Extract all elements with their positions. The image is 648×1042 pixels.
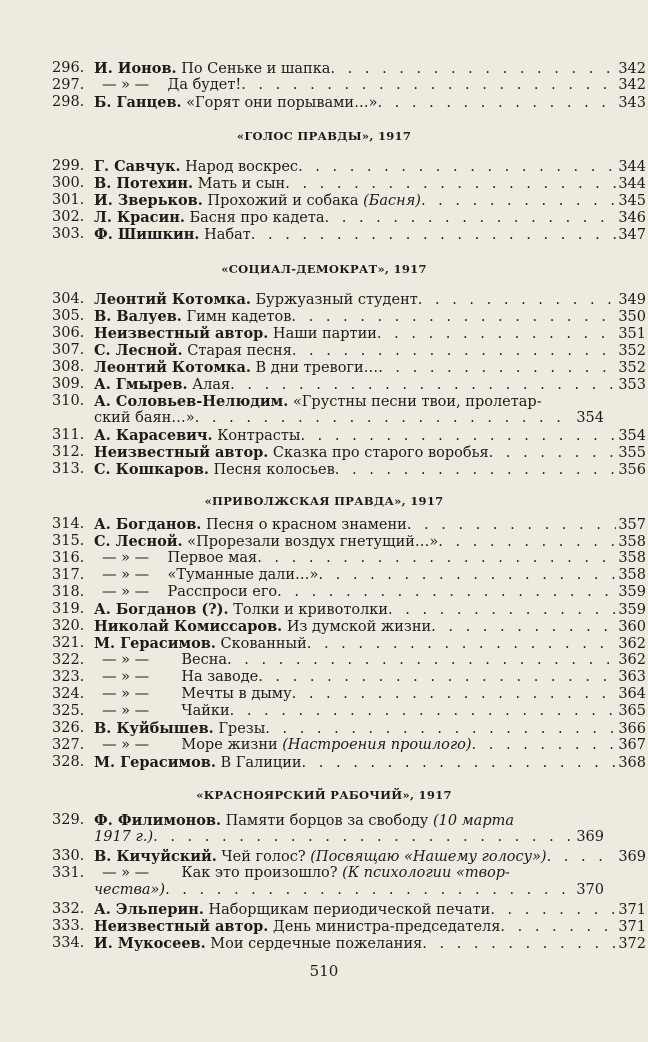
- toc-entry: [52, 325, 646, 342]
- entry-number: 333.: [52, 918, 85, 934]
- leader-dots: [388, 602, 616, 618]
- toc-entry-continuation: [94, 829, 604, 846]
- entry-number: 325.: [52, 703, 85, 719]
- entry-title: Прохожий и собака: [207, 193, 359, 209]
- toc-entry: [52, 669, 646, 686]
- entry-title: Наши партии: [272, 326, 377, 342]
- entry-page: 369: [576, 829, 604, 845]
- leader-dots: [302, 755, 617, 771]
- entry-author: Б. Ганцев.: [94, 94, 182, 111]
- entry-page: 363: [618, 669, 646, 685]
- toc-entry: [52, 427, 646, 444]
- entry-author: Ф. Шишкин.: [94, 226, 200, 243]
- entry-note: (Посвящаю «Нашему голосу»): [310, 849, 547, 865]
- entry-number: 305.: [52, 308, 85, 324]
- entry-title: По Сеньке и шапка: [181, 61, 331, 77]
- toc-entry: [52, 94, 646, 111]
- toc-entry: [52, 720, 646, 737]
- toc-entry: [52, 342, 646, 359]
- toc-entry: [52, 60, 646, 77]
- leader-dots: [307, 636, 617, 652]
- entry-author: Леонтий Котомка.: [94, 291, 251, 308]
- entry-title: «Горят они порывами…»: [186, 95, 378, 111]
- entry-title: Наборщикам периодической печати: [208, 902, 491, 918]
- entry-title: Песня о красном знамени: [205, 517, 407, 533]
- entry-page: 372: [618, 936, 646, 952]
- entry-title: «Туманные дали…»: [167, 567, 319, 583]
- entry-ditto: — » —: [102, 77, 150, 93]
- toc-entry: [52, 686, 646, 703]
- entry-author: В. Валуев.: [94, 308, 182, 325]
- leader-dots: [335, 462, 617, 478]
- toc-entry: [52, 175, 646, 192]
- entry-page: 353: [618, 377, 646, 393]
- toc-entry: [52, 291, 646, 308]
- toc-entry: [52, 635, 646, 652]
- entry-title: На заводе: [181, 669, 259, 685]
- toc-entry: [52, 737, 646, 754]
- entry-title: Набат: [204, 227, 251, 243]
- entry-page: 346: [618, 210, 646, 226]
- entry-page: 358: [618, 550, 646, 566]
- entry-author: И. Зверьков.: [94, 192, 203, 209]
- toc-entry: [52, 393, 604, 410]
- toc-entry: [52, 703, 646, 720]
- entry-page: 356: [618, 462, 646, 478]
- entry-title: В дни тревоги…: [255, 360, 379, 376]
- entry-page: 350: [618, 309, 646, 325]
- entry-number: 326.: [52, 720, 85, 736]
- entry-number: 315.: [52, 533, 85, 549]
- section-heading: «СОЦИАЛ-ДЕМОКРАТ», 1917: [221, 262, 427, 276]
- entry-author: А. Богданов (?).: [94, 601, 229, 618]
- entry-author: Неизвестный автор.: [94, 444, 269, 461]
- entry-title: Контрасты: [217, 428, 301, 444]
- entry-title: Как это произошло?: [181, 865, 338, 881]
- entry-title: Мечты в дыму: [181, 686, 292, 702]
- entry-page: 366: [618, 721, 646, 737]
- toc-entry: [52, 550, 646, 567]
- leader-dots: [378, 360, 616, 376]
- entry-page: 344: [618, 176, 646, 192]
- entry-title: День министра-председателя: [272, 919, 501, 935]
- leader-dots: [230, 377, 616, 393]
- entry-note: (К психологии «твор-: [342, 865, 510, 881]
- entry-ditto: — » —: [102, 584, 150, 600]
- entry-author: М. Герасимов.: [94, 754, 216, 771]
- entry-title: Гимн кадетов: [186, 309, 292, 325]
- entry-title: Первое мая: [167, 550, 258, 566]
- entry-title: «Грустны песни твои, пролетар-: [292, 394, 542, 410]
- entry-page: 362: [618, 652, 646, 668]
- toc-entry: [52, 359, 646, 376]
- entry-page: 342: [618, 61, 646, 77]
- entry-title: Чайки: [181, 703, 230, 719]
- entry-page: 354: [576, 410, 604, 426]
- entry-author: А. Богданов.: [94, 516, 202, 533]
- entry-page: 364: [618, 686, 646, 702]
- entry-author: С. Лесной.: [94, 533, 183, 550]
- entry-title: Памяти борцов за свободу: [225, 813, 429, 829]
- entry-author: А. Карасевич.: [94, 427, 213, 444]
- entry-number: 302.: [52, 209, 85, 225]
- leader-dots: [258, 669, 616, 686]
- entry-author: А. Соловьев-Нелюдим.: [94, 393, 289, 410]
- toc-entry: [52, 77, 646, 94]
- entry-ditto: — » —: [102, 669, 150, 685]
- entry-author: Неизвестный автор.: [94, 325, 269, 342]
- entry-number: 296.: [52, 60, 85, 76]
- entry-title: Мои сердечные пожелания: [210, 936, 423, 952]
- entry-page: 362: [618, 636, 646, 652]
- entry-page: 357: [618, 517, 646, 533]
- leader-dots: [251, 227, 617, 243]
- entry-title: Расспроси его: [167, 584, 278, 600]
- entry-author: И. Ионов.: [94, 60, 177, 77]
- entry-page: 360: [618, 619, 646, 635]
- leader-dots: [285, 176, 616, 192]
- entry-page: 347: [618, 227, 646, 243]
- entry-page: 351: [618, 326, 646, 342]
- leader-dots: [422, 936, 616, 952]
- entry-title: Море жизни: [181, 737, 278, 753]
- entry-number: 318.: [52, 584, 85, 600]
- leader-dots: [257, 550, 616, 567]
- entry-number: 316.: [52, 550, 85, 566]
- toc-entry: [52, 192, 646, 209]
- entry-number: 299.: [52, 158, 85, 174]
- entry-page: 352: [618, 343, 646, 359]
- toc-entry: [52, 935, 646, 952]
- toc-entry: [52, 848, 646, 865]
- leader-dots: [500, 919, 616, 935]
- entry-title: Да будет!: [167, 77, 242, 93]
- leader-dots: [195, 410, 575, 427]
- leader-dots: [489, 445, 617, 461]
- entry-page: 359: [618, 602, 646, 618]
- toc-entry: [52, 158, 646, 175]
- entry-number: 297.: [52, 77, 85, 93]
- leader-dots: [291, 309, 616, 325]
- entry-page: 371: [618, 919, 646, 935]
- toc-entry: [52, 533, 646, 550]
- toc-entry: [52, 567, 646, 584]
- toc-entry: [52, 652, 646, 669]
- toc-entry: [52, 209, 646, 226]
- entry-page: 359: [618, 584, 646, 600]
- entry-number: 328.: [52, 754, 85, 770]
- entry-ditto: — » —: [102, 865, 150, 881]
- entry-author: В. Куйбышев.: [94, 720, 214, 737]
- entry-ditto: — » —: [102, 550, 150, 566]
- leader-dots: [330, 61, 616, 77]
- leader-dots: [265, 721, 616, 737]
- entry-page: 368: [618, 755, 646, 771]
- leader-dots: [421, 193, 616, 209]
- toc-entry: [52, 376, 646, 393]
- leader-dots: [165, 882, 574, 899]
- leader-dots: [547, 849, 617, 865]
- entry-page: 352: [618, 360, 646, 376]
- entry-note-continued: чества»): [94, 882, 166, 898]
- section-heading: «ГОЛОС ПРАВДЫ», 1917: [236, 129, 412, 143]
- leader-dots: [431, 619, 616, 635]
- section-heading: «КРАСНОЯРСКИЙ РАБОЧИЙ», 1917: [196, 788, 452, 802]
- entry-page: 355: [618, 445, 646, 461]
- leader-dots: [418, 292, 617, 308]
- entry-author: Николай Комиссаров.: [94, 618, 283, 635]
- entry-number: 311.: [52, 427, 85, 443]
- entry-title: Весна: [181, 652, 228, 668]
- entry-author: С. Кошкаров.: [94, 461, 209, 478]
- entry-title: Народ воскрес: [185, 159, 299, 175]
- entry-number: 298.: [52, 94, 85, 110]
- entry-ditto: — » —: [102, 567, 150, 583]
- entry-number: 312.: [52, 444, 85, 460]
- entry-number: 301.: [52, 192, 85, 208]
- entry-number: 322.: [52, 652, 85, 668]
- leader-dots: [490, 902, 616, 918]
- entry-number: 309.: [52, 376, 85, 392]
- entry-page: 365: [618, 703, 646, 719]
- toc-entry: [52, 516, 646, 533]
- page-number: 510: [309, 962, 339, 980]
- toc-entry: [52, 812, 604, 829]
- toc-entry-continuation: [94, 882, 604, 899]
- leader-dots: [153, 829, 574, 846]
- leader-dots: [318, 567, 616, 584]
- entry-title: Из думской жизни: [286, 619, 432, 635]
- entry-number: 307.: [52, 342, 85, 358]
- entry-author: Л. Красин.: [94, 209, 185, 226]
- entry-page: 349: [618, 292, 646, 308]
- entry-page: 343: [618, 95, 646, 111]
- entry-number: 304.: [52, 291, 85, 307]
- entry-author: Леонтий Котомка.: [94, 359, 251, 376]
- entry-number: 329.: [52, 812, 85, 828]
- entry-ditto: — » —: [102, 652, 150, 668]
- entry-number: 330.: [52, 848, 85, 864]
- entry-title: Алая: [192, 377, 231, 393]
- entry-ditto: — » —: [102, 703, 150, 719]
- toc-entry: [52, 754, 646, 771]
- entry-page: 358: [618, 567, 646, 583]
- entry-number: 314.: [52, 516, 85, 532]
- leader-dots: [438, 534, 616, 550]
- entry-page: 358: [618, 534, 646, 550]
- toc-entry-continuation: [94, 410, 604, 427]
- entry-page: 371: [618, 902, 646, 918]
- leader-dots: [300, 428, 616, 444]
- entry-title: Сказка про старого воробья: [272, 445, 489, 461]
- entry-number: 300.: [52, 175, 85, 191]
- leader-dots: [377, 326, 616, 342]
- toc-entry: [52, 601, 646, 618]
- entry-number: 321.: [52, 635, 85, 651]
- entry-page: 369: [618, 849, 646, 865]
- leader-dots: [277, 584, 616, 601]
- leader-dots: [298, 159, 616, 175]
- entry-note: (Настроения прошлого): [282, 737, 472, 753]
- entry-title: Песня колосьев: [213, 462, 335, 478]
- entry-title: «Прорезали воздух гнетущий…»: [187, 534, 439, 550]
- entry-page: 370: [576, 882, 604, 898]
- leader-dots: [227, 652, 616, 669]
- leader-dots: [292, 343, 616, 359]
- toc-entry: [52, 226, 646, 243]
- leader-dots: [407, 517, 616, 533]
- entry-number: 331.: [52, 865, 85, 881]
- entry-page: 345: [618, 193, 646, 209]
- entry-title: Мать и сын: [197, 176, 286, 192]
- leader-dots: [325, 210, 617, 226]
- entry-title: Басня про кадета: [189, 210, 325, 226]
- entry-number: 303.: [52, 226, 85, 242]
- entry-title-continued: ский баян…»: [94, 410, 195, 426]
- entry-number: 327.: [52, 737, 85, 753]
- entry-number: 306.: [52, 325, 85, 341]
- leader-dots: [472, 737, 617, 754]
- entry-author: А. Гмырев.: [94, 376, 188, 393]
- toc-entry: [52, 618, 646, 635]
- entry-author: А. Эльперин.: [94, 901, 204, 918]
- entry-number: 334.: [52, 935, 85, 951]
- entry-note: (10 марта: [432, 813, 514, 829]
- entry-number: 310.: [52, 393, 85, 409]
- entry-author: В. Кичуйский.: [94, 848, 217, 865]
- entry-title: В Галиции: [220, 755, 302, 771]
- entry-number: 317.: [52, 567, 85, 583]
- toc-entry: [52, 444, 646, 461]
- entry-title: Чей голос?: [221, 849, 306, 865]
- toc-entry: [52, 865, 604, 882]
- leader-dots: [377, 95, 616, 111]
- entry-ditto: — » —: [102, 737, 150, 753]
- toc-entry: [52, 584, 646, 601]
- entry-author: В. Потехин.: [94, 175, 193, 192]
- entry-number: 308.: [52, 359, 85, 375]
- toc-entry: [52, 461, 646, 478]
- section-heading: «ПРИВОЛЖСКАЯ ПРАВДА», 1917: [204, 494, 444, 508]
- entry-number: 324.: [52, 686, 85, 702]
- entry-author: Г. Савчук.: [94, 158, 181, 175]
- entry-number: 319.: [52, 601, 85, 617]
- entry-number: 320.: [52, 618, 85, 634]
- entry-page: 342: [618, 77, 646, 93]
- toc-entry: [52, 901, 646, 918]
- entry-title: Толки и кривотолки: [233, 602, 389, 618]
- entry-page: 354: [618, 428, 646, 444]
- toc-entry: [52, 308, 646, 325]
- entry-ditto: — » —: [102, 686, 150, 702]
- entry-number: 323.: [52, 669, 85, 685]
- entry-title: Скованный: [220, 636, 307, 652]
- leader-dots: [241, 77, 616, 94]
- entry-note-continued: 1917 г.): [94, 829, 154, 845]
- entry-author: С. Лесной.: [94, 342, 183, 359]
- entry-title: Старая песня: [187, 343, 292, 359]
- entry-author: И. Мукосеев.: [94, 935, 206, 952]
- entry-page: 344: [618, 159, 646, 175]
- entry-title: Грезы: [218, 721, 266, 737]
- entry-author: Ф. Филимонов.: [94, 812, 222, 829]
- entry-number: 313.: [52, 461, 85, 477]
- entry-author: М. Герасимов.: [94, 635, 216, 652]
- leader-dots: [230, 703, 617, 720]
- entry-title: Буржуазный студент: [255, 292, 418, 308]
- leader-dots: [292, 686, 617, 703]
- entry-number: 332.: [52, 901, 85, 917]
- toc-entry: [52, 918, 646, 935]
- entry-author: Неизвестный автор.: [94, 918, 269, 935]
- entry-page: 367: [618, 737, 646, 753]
- entry-note: (Басня): [363, 193, 421, 209]
